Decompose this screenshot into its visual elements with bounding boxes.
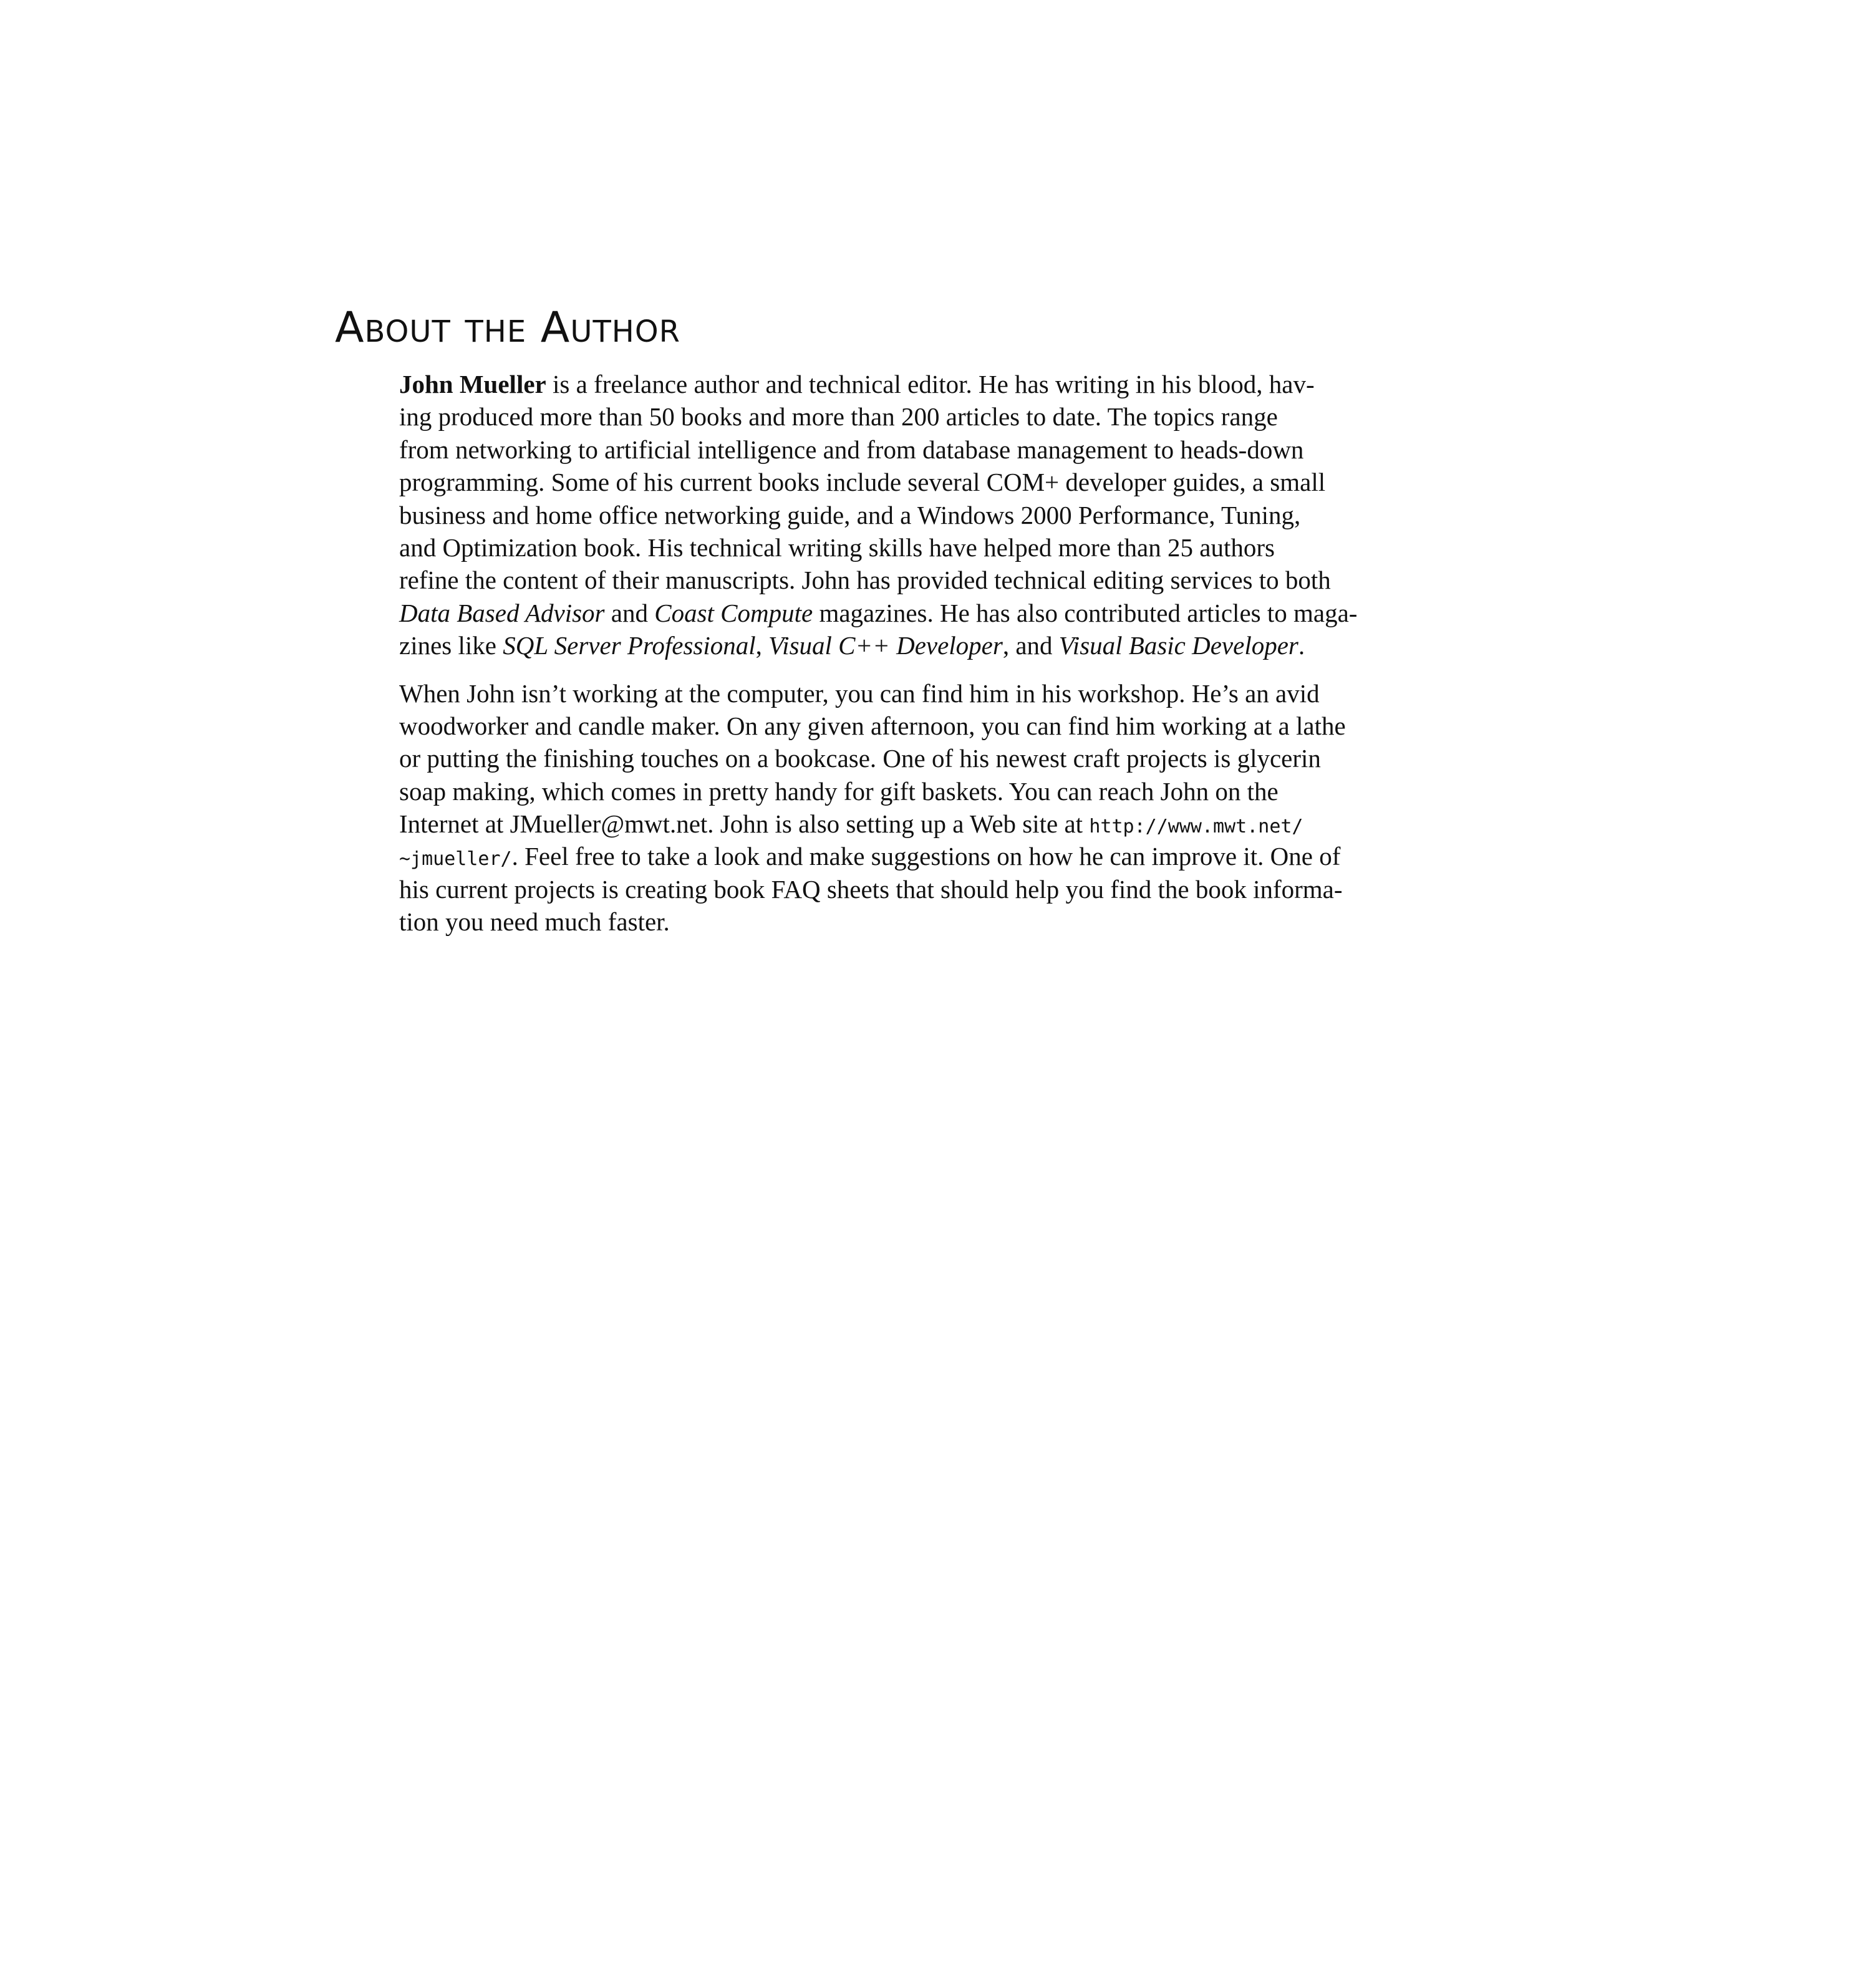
author-name: John Mueller (399, 370, 546, 398)
text-span: , (755, 631, 769, 660)
text-line: business and home office networking guide, and a Windows 2000 Performance, Tuning, (399, 500, 1301, 529)
text-line: from networking to artificial intelligence and from database management to heads-down (399, 435, 1304, 464)
text-line: programming. Some of his current books include several COM+ developer guides, a small (399, 468, 1326, 497)
author-bio (399, 368, 1372, 939)
text-span: zines like (399, 631, 503, 660)
bio-paragraph-2 (399, 677, 1372, 939)
text-span: . (1298, 631, 1305, 660)
text-span: , and (1002, 631, 1059, 660)
text-span: magazines. He has also contributed articles to maga- (813, 598, 1358, 627)
text-line: and Optimization book. His technical writing skills have helped more than 25 authors (399, 533, 1275, 562)
magazine-title: Visual Basic Developer (1058, 631, 1298, 660)
bio-paragraph-1 (399, 368, 1372, 662)
text-line: or putting the finishing touches on a bookcase. One of his newest craft projects is glycerin (399, 744, 1321, 773)
text-line: refine the content of their manuscripts. John has provided technical editing services to both (399, 566, 1331, 595)
section-heading: About the Author (335, 303, 681, 352)
magazine-title: SQL Server Professional (503, 631, 756, 660)
magazine-title: Data Based Advisor (399, 598, 605, 627)
website-url: http://www.mwt.net/ (1089, 816, 1303, 838)
website-url: ~jmueller/ (399, 848, 512, 871)
text-line: his current projects is creating book FAQ sheets that should help you find the book informa- (399, 874, 1343, 904)
text-line: ing produced more than 50 books and more than 200 articles to date. The topics range (399, 402, 1278, 432)
text-span: is a freelance author and technical editor. He has writing in his blood, hav- (546, 370, 1315, 398)
paragraph-gap (399, 662, 1372, 677)
text-line: When John isn’t working at the computer, you can find him in his workshop. He’s an avid (399, 678, 1320, 708)
text-line (399, 597, 1372, 629)
text-span: and (604, 598, 655, 627)
text-line (399, 629, 1372, 662)
text-line: woodworker and candle maker. On any given afternoon, you can find him working at a lathe (399, 711, 1346, 740)
magazine-title: Visual C++ Developer (768, 631, 1003, 660)
text-span: . Feel free to take a look and make suggestions on how he can improve it. One of (511, 842, 1341, 871)
text-line (399, 808, 1372, 840)
text-line (399, 368, 1372, 400)
text-line: tion you need much faster. (399, 907, 670, 937)
text-line: soap making, which comes in pretty handy for gift baskets. You can reach John on the (399, 776, 1279, 806)
magazine-title: Coast Compute (654, 598, 813, 627)
text-line (399, 840, 1372, 872)
text-span: Internet at JMueller@mwt.net. John is also setting up a Web site at (399, 809, 1090, 839)
